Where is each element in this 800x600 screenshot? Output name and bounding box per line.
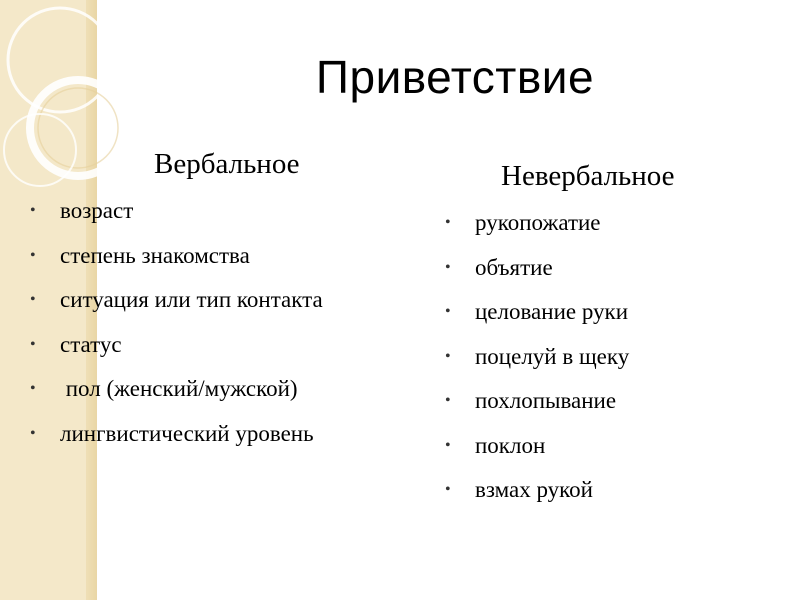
bullet-icon: • xyxy=(445,392,451,409)
bullet-icon: • xyxy=(445,347,451,365)
list-item: • объятие xyxy=(445,246,785,291)
bullet-icon: • xyxy=(445,303,451,320)
nonverbal-heading: Невербальное xyxy=(501,160,675,192)
list-item: • поцелуй в щеку xyxy=(445,335,785,380)
slide-title: Приветствие xyxy=(315,51,595,103)
list-item: • статус xyxy=(30,323,430,368)
nonverbal-column xyxy=(445,160,785,513)
nonverbal-list xyxy=(445,201,785,513)
bullet-icon: • xyxy=(445,481,451,498)
list-item: • поклон xyxy=(445,424,785,469)
verbal-column xyxy=(30,148,430,456)
list-item: • взмах рукой xyxy=(445,468,785,513)
bullet-icon: • xyxy=(30,291,36,308)
bullet-icon: • xyxy=(30,424,36,442)
bullet-icon: • xyxy=(30,202,36,219)
verbal-heading: Вербальное xyxy=(154,148,300,180)
list-item: • степень знакомства xyxy=(30,234,430,279)
list-item: • пол (женский/мужской) xyxy=(30,367,430,412)
bullet-icon: • xyxy=(30,246,36,264)
verbal-list xyxy=(30,189,430,456)
bullet-icon: • xyxy=(30,335,36,353)
list-item: • ситуация или тип контакта xyxy=(30,278,430,323)
list-item: • возраст xyxy=(30,189,430,234)
list-item: • целование руки xyxy=(445,290,785,335)
list-item: • рукопожатие xyxy=(445,201,785,246)
bullet-icon: • xyxy=(445,436,451,454)
bullet-icon: • xyxy=(445,214,451,231)
list-item: • похлопывание xyxy=(445,379,785,424)
bullet-icon: • xyxy=(445,258,451,276)
bullet-icon: • xyxy=(30,380,36,397)
list-item: • лингвистический уровень xyxy=(30,412,430,457)
